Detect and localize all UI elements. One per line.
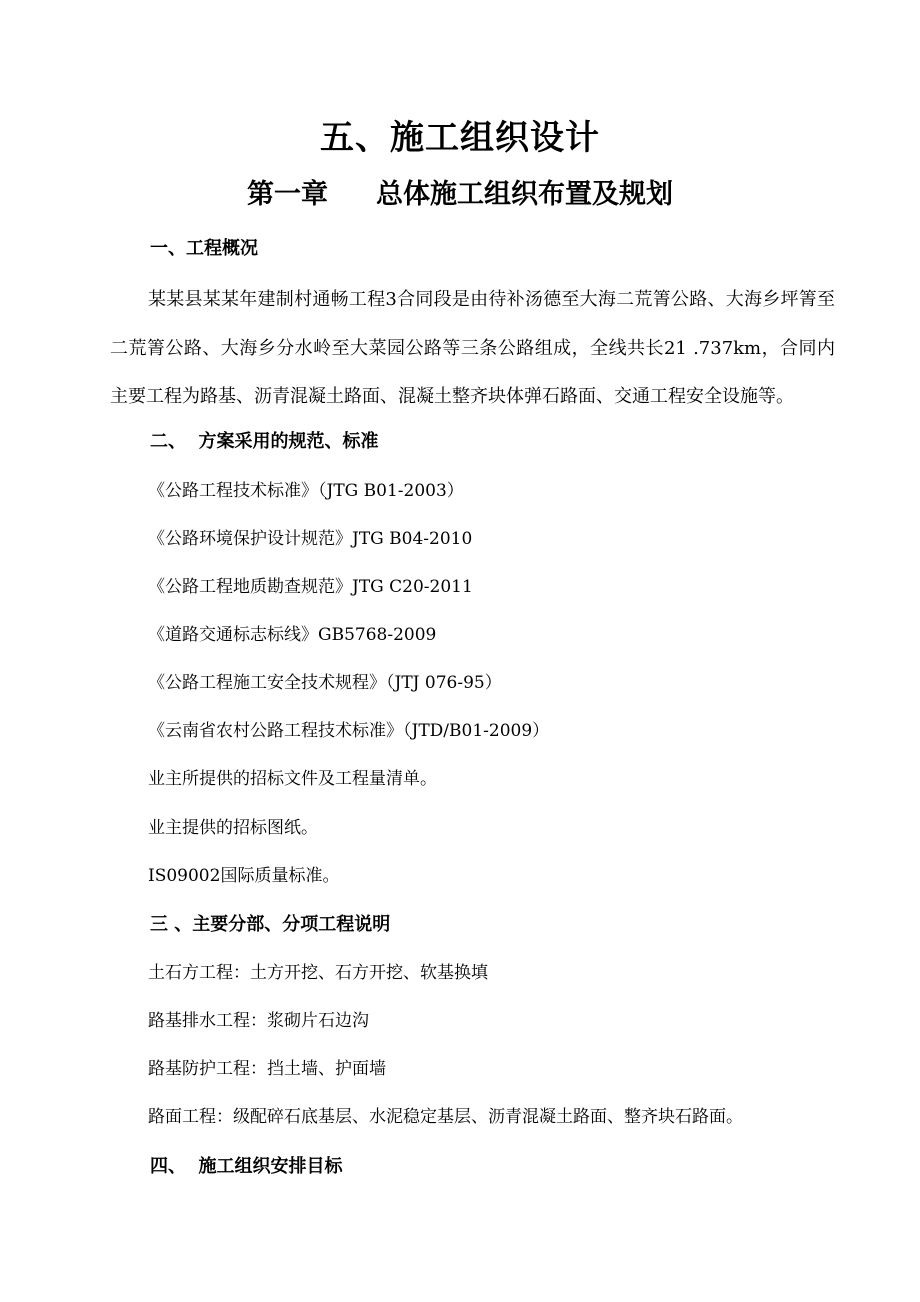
overview-paragraph: 某某县某某年建制村通畅工程3合同段是由待补汤德至大海二荒箐公路、大海乡坪箐至二荒箐公路、大海乡分水岭至大菜园公路等三条公路组成，全线共长21 .737km，合同内主要工程为路基、沥青混凝土路面、混凝土整齐块体弹石路面、交通工程安全设施等。	[110, 289, 835, 407]
section-heading-4: 四、 施工组织安排目标	[150, 1156, 343, 1177]
section-heading-1: 一、工程概况	[150, 238, 258, 259]
standard-item: IS09002国际质量标准。	[148, 866, 340, 886]
standard-item: 《道路交通标志标线》GB5768-2009	[148, 625, 437, 645]
work-item: 路面工程：级配碎石底基层、水泥稳定基层、沥青混凝土路面、整齐块石路面。	[148, 1107, 743, 1127]
standard-item: 《公路工程技术标准》（JTG B01-2003）	[148, 481, 464, 501]
standard-item: 《云南省农村公路工程技术标准》（JTD/B01-2009）	[148, 721, 550, 741]
work-item: 土石方工程：土方开挖、石方开挖、软基换填	[148, 963, 488, 983]
chapter-heading	[0, 172, 920, 211]
work-item: 路基排水工程：浆砌片石边沟	[148, 1011, 369, 1031]
section-heading-2: 二、 方案采用的规范、标准	[150, 431, 379, 452]
standard-item: 《公路环境保护设计规范》JTG B04-2010	[148, 529, 473, 549]
section-heading-3: 三 、主要分部、分项工程说明	[150, 914, 391, 935]
standard-item: 业主提供的招标图纸。	[148, 818, 318, 838]
standard-item: 《公路工程施工安全技术规程》（JTJ 076-95）	[148, 673, 502, 693]
standard-item: 《公路工程地质勘查规范》JTG C20-2011	[148, 577, 473, 597]
chapter-number: 第一章	[247, 179, 328, 210]
work-item: 路基防护工程：挡土墙、护面墙	[148, 1059, 386, 1079]
standard-item: 业主所提供的招标文件及工程量清单。	[148, 769, 437, 789]
chapter-name: 总体施工组织布置及规划	[376, 179, 673, 210]
document-title: 五、施工组织设计	[320, 118, 600, 158]
